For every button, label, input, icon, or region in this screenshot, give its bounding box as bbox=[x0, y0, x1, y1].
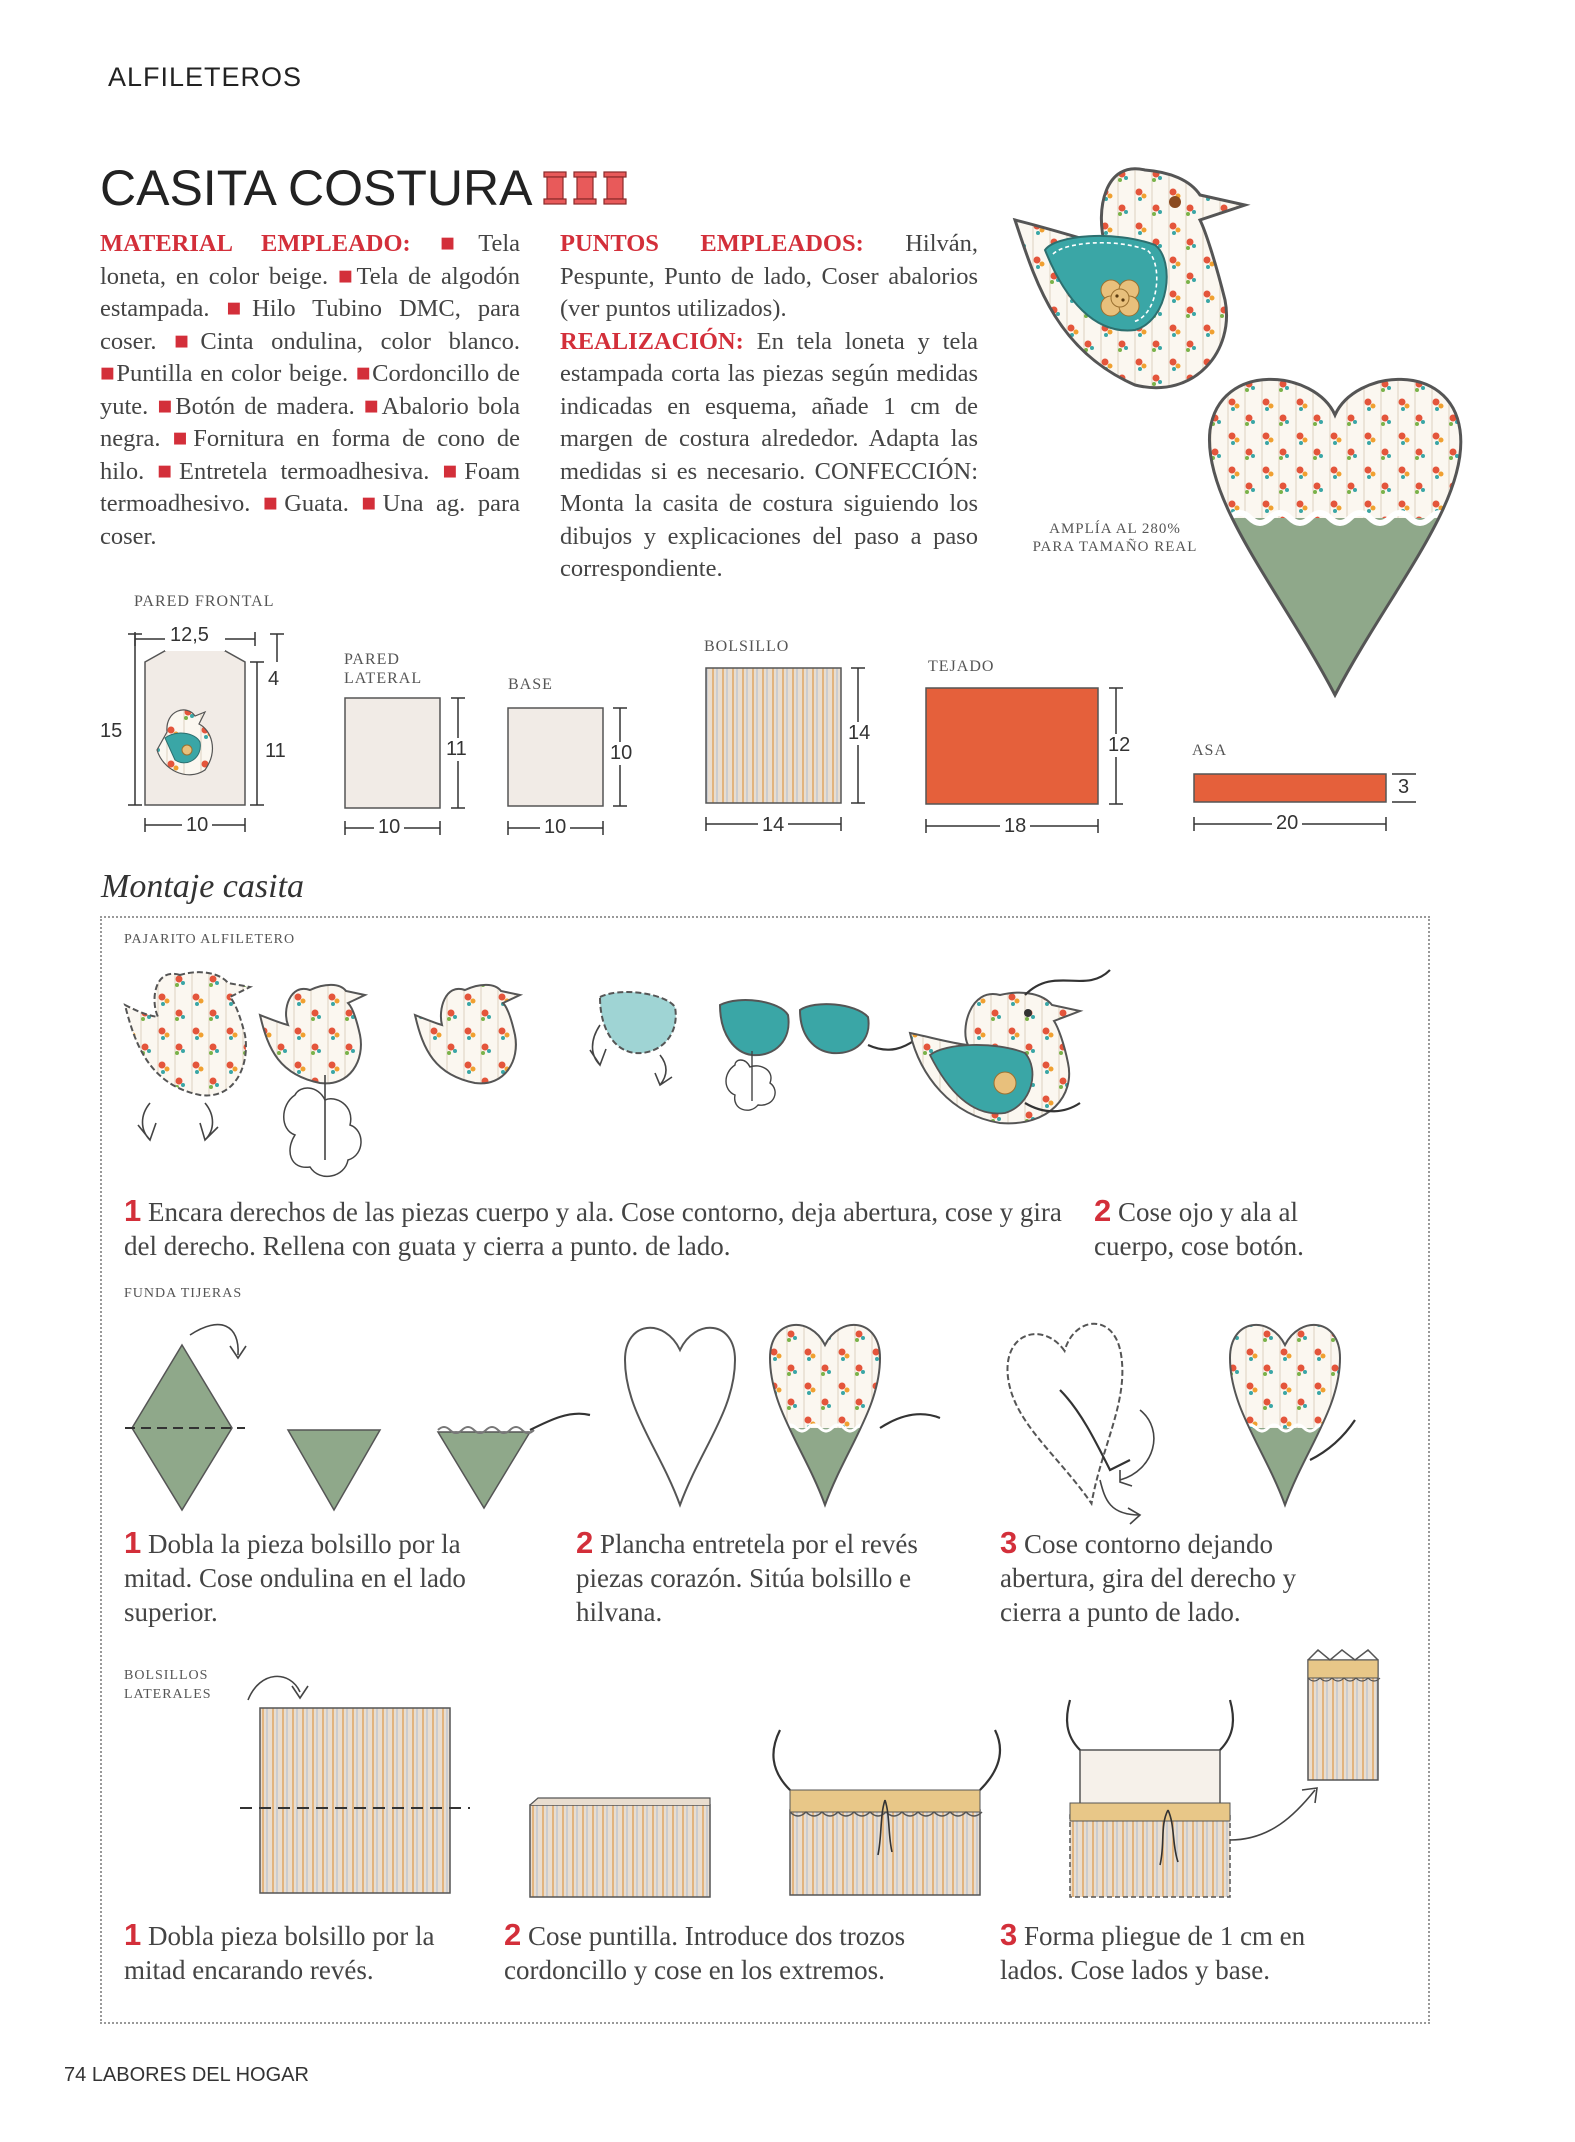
pajarito-step-2: 2 Cose ojo y ala al cuerpo, cose botón. bbox=[1094, 1193, 1304, 1261]
montaje-title: Montaje casita bbox=[101, 868, 305, 905]
piece-bolsillo bbox=[700, 660, 870, 840]
piece-tejado bbox=[920, 680, 1150, 840]
page-footer bbox=[64, 2064, 309, 2087]
pajarito-step-1: 1 Encara derechos de las piezas cuerpo y ala. Cose contorno, deja abertura, cose y gira del derecho. Rellena con guata y cierra a punto. de lado. bbox=[124, 1193, 1062, 1261]
bolsillos-step-2: 2 Cose puntilla. Introduce dos trozos cordoncillo y cose en los extremos. bbox=[504, 1917, 906, 1985]
piece-lateral bbox=[340, 690, 480, 840]
spool-icon bbox=[542, 168, 632, 208]
bolsillos-step-1: 1 Dobla pieza bolsillo por la mitad encarando revés. bbox=[124, 1917, 435, 1985]
materials-block: MATERIAL EMPLEADO: ■Tela loneta, en color beige. ■Tela de algodón estampada. ■Hilo Tubino DMC, para coser. ■Cinta ondulina, color blanco. ■Puntilla en color beige. ■Cordoncillo de yute. ■Botón de madera. ■Abalorio bola negra. ■Fornitura en forma de cono de hilo. ■Entretela termoadhesiva. ■Foam termoadhesivo. ■Guata. ■Una ag. para coser. bbox=[100, 230, 521, 550]
pajarito-steps-illustration bbox=[120, 955, 1120, 1185]
page-title: CASITA COSTURA bbox=[100, 160, 533, 216]
funda-step-1: 1 Dobla la pieza bolsillo por la mitad. Cose ondulina en el lado superior. bbox=[124, 1525, 466, 1627]
materials-label: MATERIAL EMPLEADO: bbox=[100, 230, 411, 257]
stitches-label: PUNTOS EMPLEADOS: bbox=[560, 230, 864, 257]
bolsillos-label: BOLSILLOS LATERALES bbox=[124, 1668, 212, 1702]
funda-step-2: 2 Plancha entretela por el revés piezas corazón. Sitúa bolsillo e hilvana. bbox=[576, 1525, 918, 1627]
enlarge-note: AMPLÍA AL 280% PARA TAMAÑO REAL bbox=[1032, 521, 1198, 555]
piece-label-bolsillo: BOLSILLO bbox=[704, 638, 790, 655]
bolsillos-steps-illustration bbox=[120, 1640, 1400, 1900]
piece-label-tejado: TEJADO bbox=[928, 658, 995, 675]
piece-label-asa: ASA bbox=[1192, 742, 1228, 759]
page-number: 74 bbox=[64, 2064, 87, 2086]
heart-illustration bbox=[1190, 360, 1480, 705]
title-row bbox=[100, 158, 632, 218]
pajarito-label: PAJARITO ALFILETERO bbox=[124, 932, 296, 947]
funda-step-3: 3 Cose contorno dejando abertura, gira del derecho y cierra a punto de lado. bbox=[1000, 1525, 1297, 1627]
magazine-name: LABORES DEL HOGAR bbox=[91, 2064, 309, 2086]
funda-label: FUNDA TIJERAS bbox=[124, 1286, 243, 1301]
realization-label: REALIZACIÓN: bbox=[560, 327, 744, 355]
bolsillos-step-3: 3 Forma pliegue de 1 cm en lados. Cose lados y base. bbox=[1000, 1917, 1306, 1985]
instructions-block: PUNTOS EMPLEADOS: Hilván, Pespunte, Punto de lado, Coser abalorios (ver puntos utilizados). REALIZACIÓN: En tela loneta y tela estampada corta las piezas según medidas indicadas en esquema, añade 1 cm de margen de costura alrededor. Adapta las medidas si es necesario. CONFECCIÓN: Monta la casita de costura siguiendo los dibujos y explicaciones del paso a paso correspondiente. bbox=[560, 230, 979, 582]
piece-label-lateral: PARED LATERAL bbox=[344, 651, 423, 687]
piece-asa bbox=[1186, 766, 1426, 846]
piece-label-base: BASE bbox=[508, 676, 553, 693]
funda-steps-illustration bbox=[120, 1310, 1380, 1540]
section-label: ALFILETEROS bbox=[108, 62, 303, 92]
piece-label-frontal: PARED FRONTAL bbox=[134, 593, 275, 610]
